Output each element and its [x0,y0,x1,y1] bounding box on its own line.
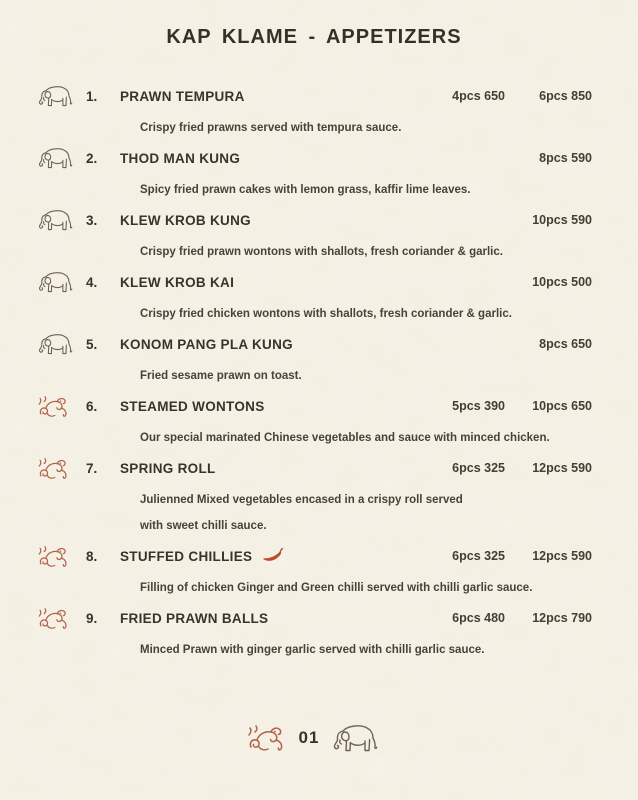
item-description: Crispy fried prawns served with tempura sauce. [140,122,402,134]
item-name: THOD MAN KUNG [120,150,241,166]
price-secondary: 8pcs 650 [539,337,592,351]
item-number: 8. [86,548,98,564]
price-secondary: 12pcs 790 [532,611,592,625]
elephant-icon [36,331,86,357]
elephant-icon [36,145,86,171]
chilli-icon [261,547,285,565]
price-secondary: 10pcs 650 [532,399,592,413]
item-description: Filling of chicken Ginger and Green chilli served with chilli garlic sauce. [140,582,533,594]
item-number: 3. [86,212,98,228]
item-name: KLEW KROB KAI [120,274,235,290]
lion-icon [36,606,86,631]
item-description: Spicy fried prawn cakes with lemon grass, kaffir lime leaves. [140,184,471,196]
elephant-icon [36,83,86,109]
price-secondary: 12pcs 590 [532,461,592,475]
item-name: PRAWN TEMPURA [120,88,245,104]
item-name: KONOM PANG PLA KUNG [120,336,293,352]
price-primary: 5pcs 390 [452,399,505,413]
lion-icon [36,544,86,569]
elephant-icon [36,269,86,295]
item-number: 4. [86,274,98,290]
lion-icon [36,394,86,419]
menu-item [36,269,592,327]
item-name: STEAMED WONTONS [120,398,265,414]
item-number: 9. [86,610,98,626]
item-number: 2. [86,150,98,166]
item-description-line2: with sweet chilli sauce. [140,520,267,532]
menu-item [36,455,592,539]
price-primary: 6pcs 325 [452,549,505,563]
menu-item [36,605,592,663]
item-description: Fried sesame prawn on toast. [140,370,302,382]
item-description: Julienned Mixed vegetables encased in a crispy roll served [140,494,463,506]
item-description: Our special marinated Chinese vegetables and sauce with minced chicken. [140,432,550,444]
item-name: FRIED PRAWN BALLS [120,610,269,626]
item-description: Crispy fried prawn wontons with shallots, fresh coriander & garlic. [140,246,503,258]
item-number: 6. [86,398,98,414]
menu-item [36,207,592,265]
price-secondary: 8pcs 590 [539,151,592,165]
item-number: 7. [86,460,98,476]
price-primary: 6pcs 325 [452,461,505,475]
page-footer [36,721,592,755]
footer-lion-icon [245,723,289,753]
item-name: STUFFED CHILLIES [120,548,253,564]
price-secondary: 6pcs 850 [539,89,592,103]
item-number: 5. [86,336,98,352]
item-name: KLEW KROB KUNG [120,212,251,228]
price-primary: 6pcs 480 [452,611,505,625]
elephant-icon [36,207,86,233]
menu-item [36,543,592,601]
footer-elephant-icon [329,721,383,755]
price-secondary: 10pcs 590 [532,213,592,227]
price-secondary: 10pcs 500 [532,275,592,289]
price-primary: 4pcs 650 [452,89,505,103]
item-description: Minced Prawn with ginger garlic served with chilli garlic sauce. [140,644,485,656]
page-title: KAP KLAME - APPETIZERS [166,26,462,48]
menu-item [36,83,592,141]
price-secondary: 12pcs 590 [532,549,592,563]
page-number: 01 [298,728,320,747]
item-name: SPRING ROLL [120,460,216,476]
menu-item [36,393,592,451]
menu-item [36,145,592,203]
menu-item [36,331,592,389]
item-number: 1. [86,88,98,104]
lion-icon [36,456,86,481]
item-description: Crispy fried chicken wontons with shallots, fresh coriander & garlic. [140,308,512,320]
